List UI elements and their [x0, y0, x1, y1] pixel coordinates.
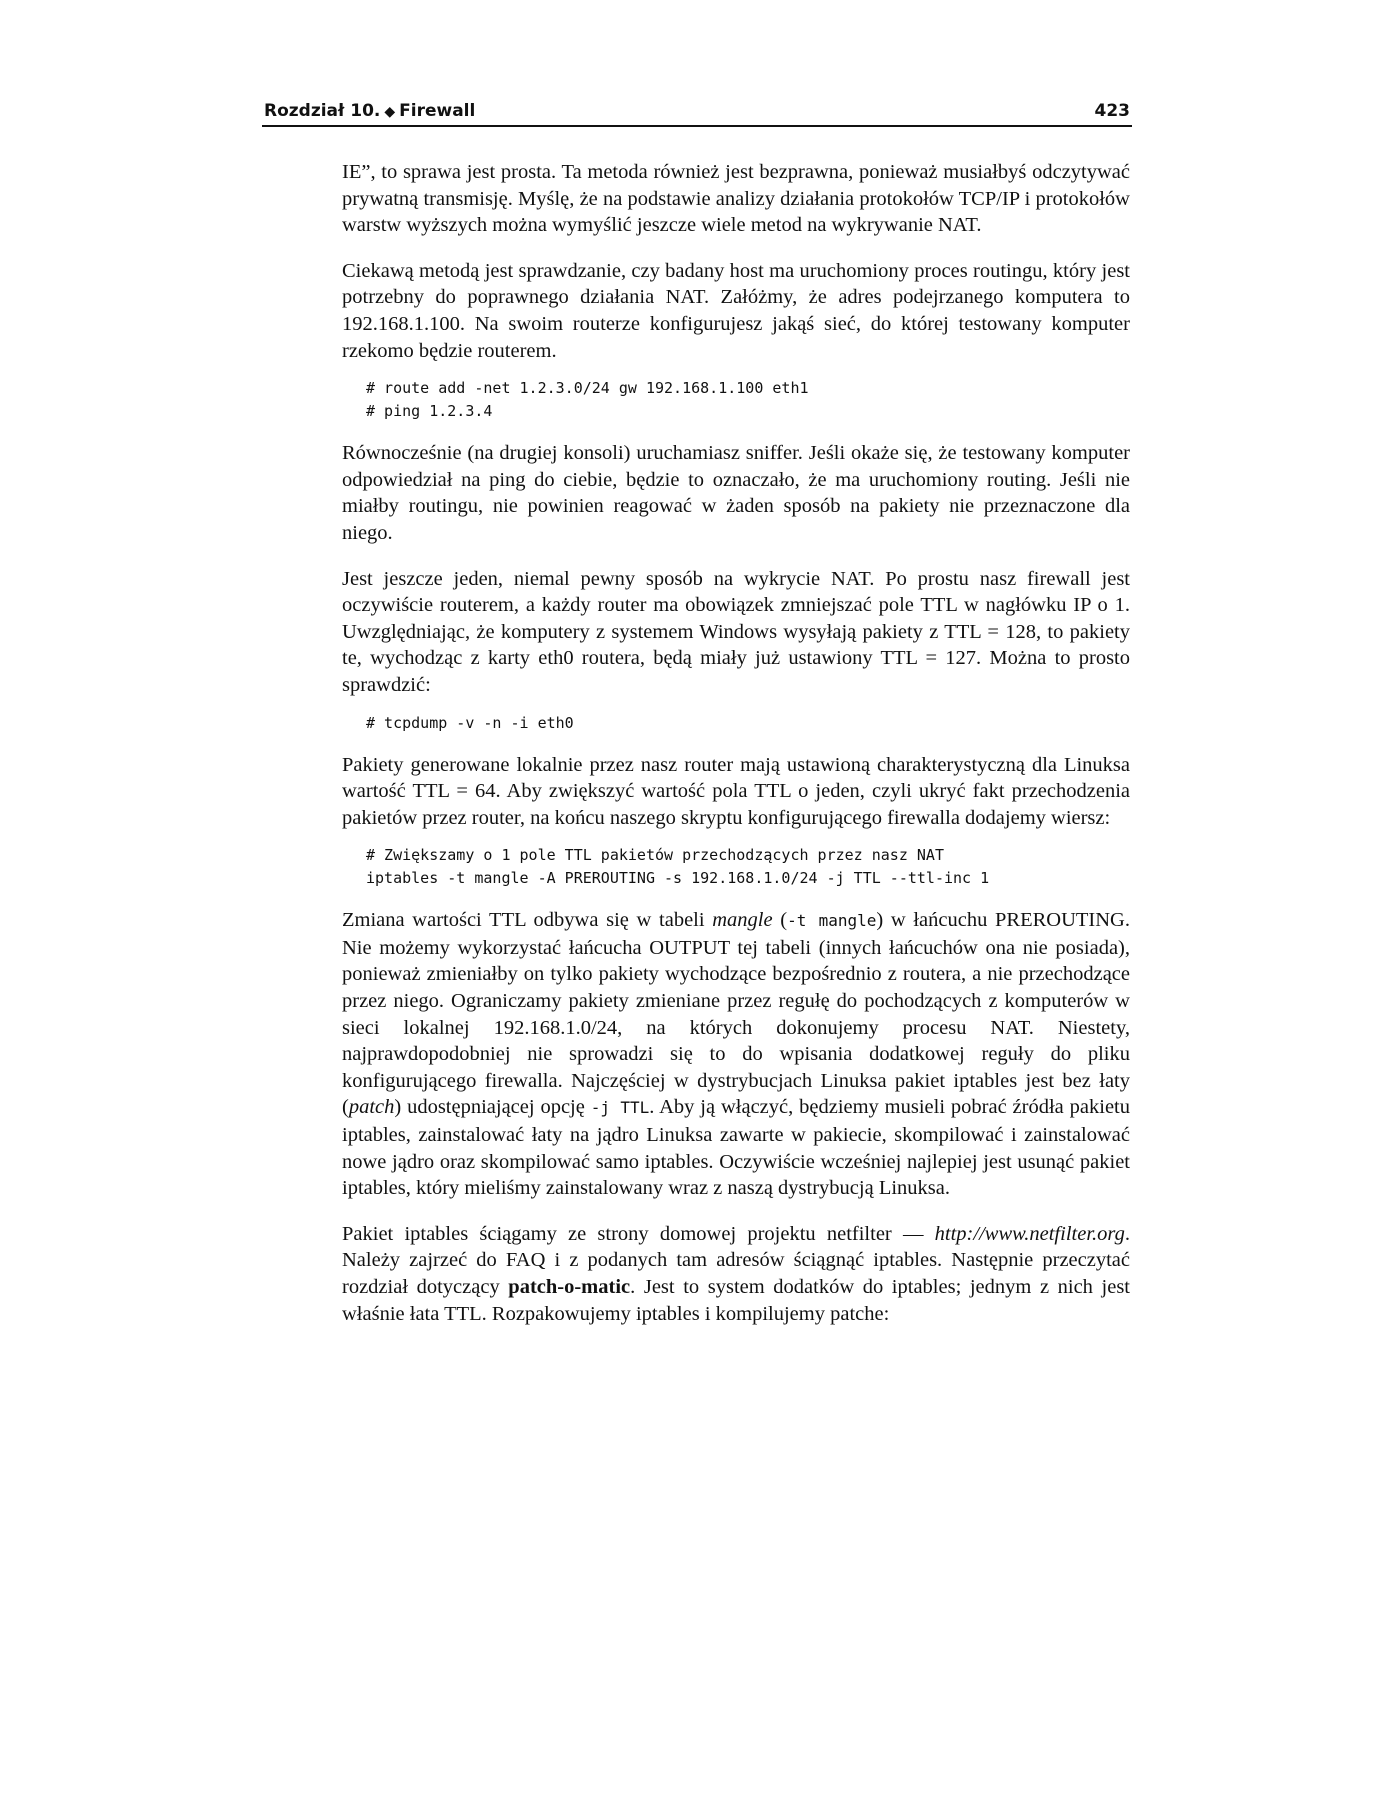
italic-term: mangle [712, 909, 773, 932]
text-run: ( [772, 909, 788, 932]
code-block-route: # route add -net 1.2.3.0/24 gw 192.168.1.100 eth1 # ping 1.2.3.4 [366, 379, 809, 421]
text-run: Zmiana wartości TTL odbywa się w tabeli [342, 909, 713, 932]
page-body [342, 159, 1130, 1346]
netfilter-link: http://www.netfilter.org [934, 1222, 1125, 1245]
text-run: . Jest to system dodatków do iptables; jednym z nich jest właśnie łata TTL. Rozpakowujemy iptables i kompilujemy patche: [342, 1276, 1130, 1325]
text-run: ) w łańcuchu PREROUTING. Nie możemy wykorzystać łańcucha OUTPUT tej tabeli (innych łańcuchów ona nie posiada), ponieważ zmieniałby on tylko pakiety wychodzące bezpośrednio z routera, a nie przechodzące przez niego. Ograniczamy pakiety zmieniane przez regułę do pochodzących z komputerów w sieci lokalnej 192.168.1.0/24, na których dokonujemy procesu NAT. Niestety, najprawdopodobniej nie sprowadzi się to do wpisania dodatkowej reguły do pliku konfigurującego firewalla. Najczęściej w dystrybucjach Linuksa pakiet iptables jest bez łaty ( [342, 909, 1130, 1119]
text-run: . Należy zajrzeć do FAQ i z podanych tam adresów ściągnąć iptables. Następnie przeczytać rozdział dotyczący [342, 1222, 1130, 1298]
inline-code: -t mangle [787, 911, 877, 931]
paragraph-2: Ciekawą metodą jest sprawdzanie, czy badany host ma uruchomiony proces routingu, który jest potrzebny do poprawnego działania NAT. Załóżmy, że adres podejrzanego komputera to 192.168.1.100. Na swoim routerze konfigurujesz jakąś sieć, do której testowany komputer rzekomo będzie routerem. [342, 259, 1130, 362]
bold-term: patch-o-matic [508, 1276, 631, 1298]
diamond-icon: ◆ [384, 104, 396, 120]
code-block-iptables: # Zwiększamy o 1 pole TTL pakietów przechodzących przez nasz NAT iptables -t mangle -A PREROUTING -s 192.168.1.0/24 -j TTL --ttl-inc 1 [366, 846, 990, 888]
chapter-label: Rozdział 10. [264, 101, 381, 121]
chapter-name: Firewall [399, 101, 476, 121]
running-header [262, 100, 1132, 128]
paragraph-1: IE”, to sprawa jest prosta. Ta metoda również jest bezprawna, ponieważ musiałbyś odczytywać prywatną transmisję. Myślę, że na podstawie analizy działania protokołów TCP/IP i protokołów warstw wyższych można wymyślić jeszcze wiele metod na wykrywanie NAT. [342, 161, 1130, 237]
italic-term: patch [348, 1096, 395, 1119]
paragraph-5: Pakiety generowane lokalnie przez nasz router mają ustawioną charakterystyczną dla Linuksa wartość TTL = 64. Aby zwiększyć wartość pola TTL o jeden, czyli ukryć fakt przechodzenia pakietów przez router, na końcu naszego skryptu konfigurującego firewalla dodajemy wiersz: [342, 753, 1130, 829]
text-run: . Aby ją włączyć, będziemy musieli pobrać źródła pakietu iptables, zainstalować łaty na jądro Linuksa zawarte w pakiecie, skompilować i zainstalować nowe jądro oraz skompilować samo iptables. Oczywiście wcześniej najlepiej jest usunąć pakiet iptables, który mieliśmy zainstalowany wraz z naszą dystrybucją Linuksa. [342, 1096, 1130, 1200]
code-block-tcpdump: # tcpdump -v -n -i eth0 [366, 713, 574, 732]
paragraph-4: Jest jeszcze jeden, niemal pewny sposób na wykrycie NAT. Po prostu nasz firewall jest oczywiście routerem, a każdy router ma obowiązek zmniejszać pole TTL w nagłówku IP o 1. Uwzględniając, że komputery z systemem Windows wysyłają pakiety z TTL = 128, to pakiety te, wychodząc z karty eth0 routera, będą miały już ustawiony TTL = 127. Można to prosto sprawdzić: [342, 567, 1130, 696]
paragraph-3: Równocześnie (na drugiej konsoli) uruchamiasz sniffer. Jeśli okaże się, że testowany komputer odpowiedział na ping do ciebie, będzie to oznaczało, że ma uruchomiony routing. Jeśli nie miałby routingu, nie powinien reagować w żaden sposób na pakiety nie przeznaczone dla niego. [342, 442, 1130, 544]
paragraph-6 [342, 907, 1130, 1202]
paragraph-7 [342, 1221, 1130, 1327]
inline-code: -j TTL [590, 1098, 650, 1118]
header-rule [262, 125, 1132, 127]
text-run: Pakiet iptables ściągamy ze strony domowej projektu netfilter — [342, 1222, 935, 1245]
chapter-title [264, 100, 475, 123]
page-number: 423 [1094, 101, 1130, 121]
text-run: ) udostępniającej opcję [394, 1096, 591, 1119]
